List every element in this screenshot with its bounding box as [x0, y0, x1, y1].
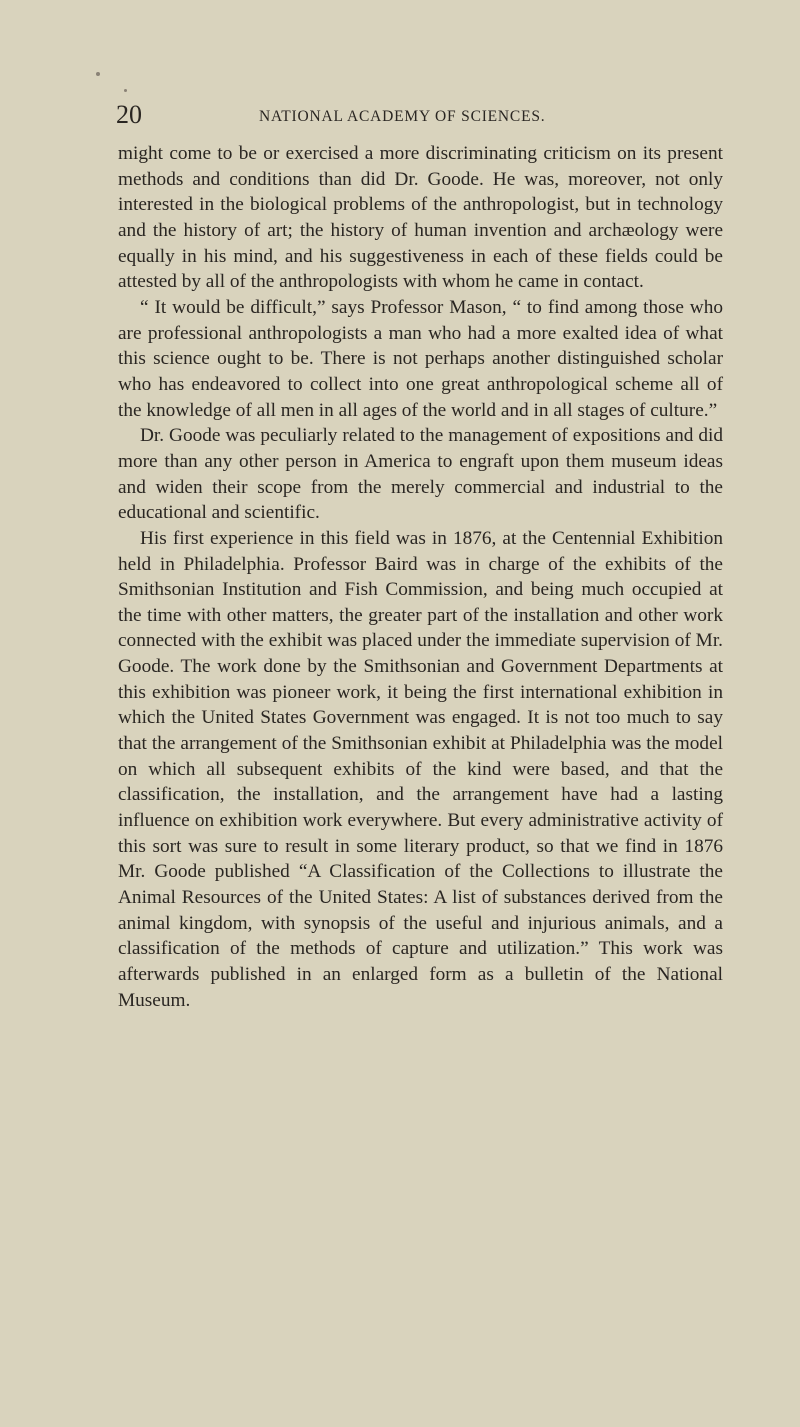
paper-speck — [124, 89, 127, 92]
paper-speck — [96, 72, 100, 76]
running-title: NATIONAL ACADEMY OF SCIENCES. — [259, 108, 546, 125]
paragraph-2: “ It would be difficult,” says Professor Mason, “ to find among those who are professional anthropologists a man who had a more exalted idea of what this science ought to be. There is not perhaps another distinguished scholar who has endeavored to collect into one great anthropological scheme all of the knowledge of all men in all ages of the world and in all stages of culture.” — [118, 296, 723, 421]
paragraph-1: might come to be or exercised a more discriminating criticism on its present methods and conditions than did Dr. Goode. He was, moreover, not only interested in the biological problems of the anthropologist, but in technology and the history of art; the history of human invention and archæology were equally in his mind, and his suggestiveness in each of these fields could be attested by all of the anthropologists with whom he came in contact. — [118, 143, 723, 293]
paragraph-3: Dr. Goode was peculiarly related to the management of expositions and did more than any other person in America to engraft upon them museum ideas and widen their scope from the merely commercial and industrial to the educational and scientific. — [118, 425, 723, 524]
body-text — [118, 141, 723, 1013]
page-number: 20 — [116, 100, 142, 129]
paragraph-4: His first experience in this field was in 1876, at the Centennial Exhibition held in Philadelphia. Professor Baird was in charge of the exhibits of the Smithsonian Institution and Fish Commission, and being much occupied at the time with other matters, the greater part of the installation and other work connected with the exhibit was placed under the immediate supervision of Mr. Goode. The work done by the Smithsonian and Government Departments at this exhibition was pioneer work, it being the first international exhibition in which the United States Government was engaged. It is not too much to say that the arrangement of the Smithsonian exhibit at Philadelphia was the model on which all subsequent exhibits of the kind were based, and that the classification, the installation, and the arrangement have had a lasting influence on exhibition work everywhere. But every administrative activity of this sort was sure to result in some literary product, so that we find in 1876 Mr. Goode published “A Classification of the Collections to illustrate the Animal Resources of the United States: A list of substances derived from the animal kingdom, with synopsis of the useful and injurious animals, and a classification of the methods of capture and utilization.” This work was afterwards published in an enlarged form as a bulletin of the National Museum. — [118, 527, 723, 1011]
running-head — [116, 100, 716, 130]
